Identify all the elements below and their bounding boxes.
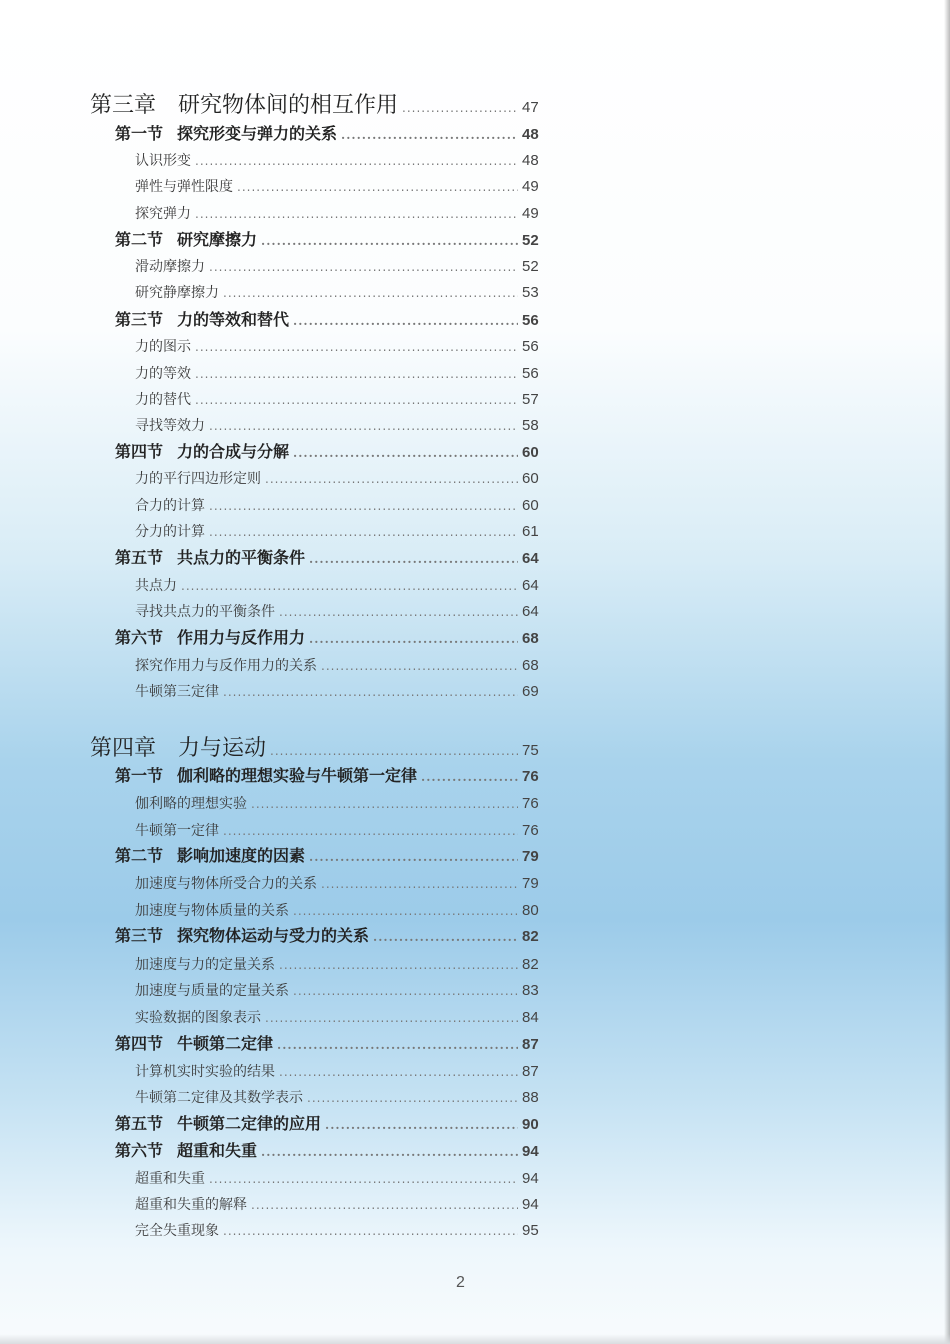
leader-dots [293,905,518,917]
section-title: 研究摩擦力 [177,230,258,249]
item-page: 76 [522,822,539,839]
section-title: 超重和失重 [177,1141,258,1160]
toc-item[interactable] [135,339,546,354]
toc-item[interactable] [135,1171,546,1186]
section-label: 第五节 [115,548,164,567]
toc-item[interactable] [135,259,546,274]
leader-dots [309,851,518,863]
item-title: 力的平行四边形定则 [135,471,261,487]
toc-item[interactable] [135,1223,546,1238]
toc-item[interactable] [135,1090,546,1105]
section-page: 94 [522,1143,539,1160]
toc-item[interactable] [135,285,546,300]
leader-dots [325,1119,518,1131]
item-page: 76 [522,795,539,812]
item-page: 94 [522,1196,539,1213]
item-page: 80 [522,902,539,919]
item-page: 52 [522,258,539,275]
toc-item[interactable] [135,471,546,486]
item-page: 88 [522,1089,539,1106]
item-title: 滑动摩擦力 [135,259,205,275]
item-page: 64 [522,577,539,594]
item-page: 83 [522,982,539,999]
section-page: 87 [522,1036,539,1053]
section-title: 牛顿第二定律 [177,1034,274,1053]
toc-item[interactable] [135,876,546,891]
toc-section[interactable] [115,1116,546,1132]
leader-dots [402,102,518,114]
leader-dots [209,500,518,512]
section-label: 第六节 [115,1141,164,1160]
leader-dots [293,315,518,327]
section-page: 68 [522,630,539,647]
section-page: 48 [522,126,539,143]
item-page: 87 [522,1063,539,1080]
item-page: 49 [522,205,539,222]
item-title: 超重和失重的解释 [135,1197,247,1213]
toc-item[interactable] [135,578,546,593]
leader-dots [321,878,518,890]
section-label: 第一节 [115,766,164,785]
item-title: 实验数据的图象表示 [135,1010,261,1026]
item-title: 超重和失重 [135,1171,205,1187]
leader-dots [195,368,518,380]
leader-dots [209,526,518,538]
item-page: 57 [522,391,539,408]
item-title: 探究作用力与反作用力的关系 [135,658,317,674]
item-page: 84 [522,1009,539,1026]
section-title: 探究形变与弹力的关系 [177,124,338,143]
item-page: 94 [522,1170,539,1187]
item-title: 探究弹力 [135,206,191,222]
section-label: 第五节 [115,1114,164,1133]
leader-dots [223,1225,518,1237]
toc-item[interactable] [135,418,546,433]
item-page: 64 [522,603,539,620]
toc-item[interactable] [135,366,546,381]
section-page: 60 [522,444,539,461]
section-title: 力的合成与分解 [177,442,290,461]
toc-item[interactable] [135,179,546,194]
item-title: 加速度与质量的定量关系 [135,983,289,999]
toc-section[interactable] [115,550,546,566]
item-title: 牛顿第三定律 [135,684,219,700]
leader-dots [195,155,518,167]
item-page: 68 [522,657,539,674]
item-title: 认识形变 [135,153,191,169]
section-title: 力的等效和替代 [177,310,290,329]
leader-dots [261,1146,518,1158]
section-title: 伽利略的理想实验与牛顿第一定律 [177,766,418,785]
leader-dots [341,129,518,141]
section-label: 第三节 [115,926,164,945]
leader-dots [279,959,518,971]
leader-dots [251,1199,518,1211]
section-label: 第三节 [115,310,164,329]
section-page: 82 [522,928,539,945]
leader-dots [265,473,518,485]
toc-item[interactable] [135,1064,546,1079]
item-title: 完全失重现象 [135,1223,219,1239]
toc-item[interactable] [135,903,546,918]
item-page: 60 [522,470,539,487]
toc-section[interactable] [115,126,546,142]
item-title: 牛顿第一定律 [135,823,219,839]
item-page: 58 [522,417,539,434]
toc-item[interactable] [135,153,546,168]
item-page: 60 [522,497,539,514]
item-title: 寻找等效力 [135,418,205,434]
section-title: 共点力的平衡条件 [177,548,306,567]
item-title: 寻找共点力的平衡条件 [135,604,275,620]
item-page: 82 [522,956,539,973]
section-page: 90 [522,1116,539,1133]
section-label: 第四节 [115,1034,164,1053]
item-page: 48 [522,152,539,169]
item-title: 力的等效 [135,366,191,382]
item-page: 56 [522,365,539,382]
section-page: 64 [522,550,539,567]
section-page: 56 [522,312,539,329]
toc-item[interactable] [135,1010,546,1025]
item-page: 95 [522,1222,539,1239]
toc-section[interactable] [115,768,546,784]
item-page: 49 [522,178,539,195]
leader-dots [209,420,518,432]
item-title: 弹性与弹性限度 [135,179,233,195]
toc-item[interactable] [135,498,546,513]
toc-section[interactable] [115,1143,546,1159]
toc-item[interactable] [135,604,546,619]
toc-section[interactable] [115,928,546,944]
item-page: 56 [522,338,539,355]
leader-dots [421,771,518,783]
section-page: 79 [522,848,539,865]
toc-section[interactable] [115,312,546,328]
section-label: 第一节 [115,124,164,143]
leader-dots [293,447,518,459]
toc-item[interactable] [135,524,546,539]
leader-dots [181,580,518,592]
leader-dots [293,985,518,997]
toc-section[interactable] [115,232,546,248]
toc-item[interactable] [135,392,546,407]
section-label: 第六节 [115,628,164,647]
item-title: 计算机实时实验的结果 [135,1064,275,1080]
item-title: 加速度与物体质量的关系 [135,903,289,919]
toc-item[interactable] [135,796,546,811]
toc-section[interactable] [115,444,546,460]
leader-dots [223,825,518,837]
section-title: 影响加速度的因素 [177,846,306,865]
leader-dots [309,633,518,645]
chapter-title: 第三章 研究物体间的相互作用 [90,93,399,118]
item-title: 合力的计算 [135,498,205,514]
leader-dots [265,1012,518,1024]
toc-section[interactable] [115,630,546,646]
toc-item[interactable] [135,983,546,998]
item-title: 研究静摩擦力 [135,285,219,301]
toc-chapter-3[interactable] [90,95,546,117]
leader-dots [223,686,518,698]
leader-dots [237,181,518,193]
toc-item[interactable] [135,684,546,699]
leader-dots [279,606,518,618]
item-page: 79 [522,875,539,892]
section-title: 探究物体运动与受力的关系 [177,926,370,945]
leader-dots [251,798,518,810]
toc-item[interactable] [135,823,546,838]
item-title: 伽利略的理想实验 [135,796,247,812]
toc-item[interactable] [135,206,546,221]
section-label: 第四节 [115,442,164,461]
item-title: 牛顿第二定律及其数学表示 [135,1090,303,1106]
section-title: 牛顿第二定律的应用 [177,1114,322,1133]
leader-dots [279,1066,518,1078]
leader-dots [195,394,518,406]
leader-dots [277,1039,518,1051]
toc-section[interactable] [115,1036,546,1052]
leader-dots [261,235,518,247]
leader-dots [195,341,518,353]
toc-section[interactable] [115,848,546,864]
item-page: 69 [522,683,539,700]
chapter-page: 75 [522,742,539,759]
toc-item[interactable] [135,957,546,972]
chapter-title: 第四章 力与运动 [90,736,267,761]
section-title: 作用力与反作用力 [177,628,306,647]
item-title: 加速度与力的定量关系 [135,957,275,973]
item-page: 61 [522,523,539,540]
item-title: 共点力 [135,578,177,594]
leader-dots [270,745,518,757]
section-page: 76 [522,768,539,785]
toc-item[interactable] [135,1197,546,1212]
chapter-page: 47 [522,99,539,116]
page-number: 2 [456,1274,465,1291]
leader-dots [307,1092,518,1104]
leader-dots [209,1173,518,1185]
leader-dots [309,553,518,565]
leader-dots [209,261,518,273]
leader-dots [195,208,518,220]
leader-dots [321,660,518,672]
toc-chapter-4[interactable] [90,738,546,760]
item-title: 分力的计算 [135,524,205,540]
section-label: 第二节 [115,846,164,865]
section-page: 52 [522,232,539,249]
section-label: 第二节 [115,230,164,249]
leader-dots [223,287,518,299]
item-title: 力的替代 [135,392,191,408]
leader-dots [373,931,518,943]
item-title: 加速度与物体所受合力的关系 [135,876,317,892]
item-title: 力的图示 [135,339,191,355]
toc-item[interactable] [135,658,546,673]
item-page: 53 [522,284,539,301]
